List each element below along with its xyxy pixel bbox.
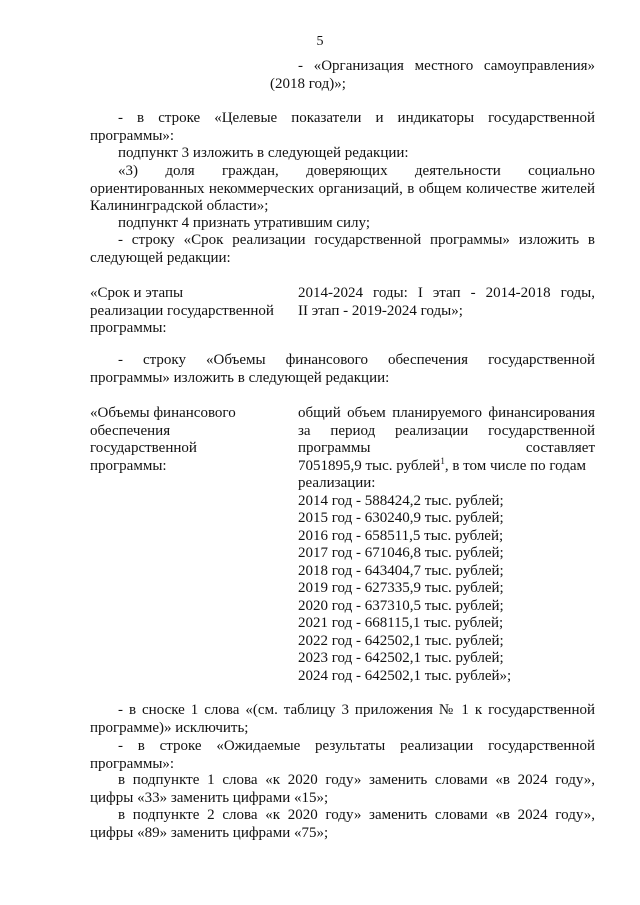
funding-table-right-cell [298,405,595,685]
funding-label-line: программы: [90,457,167,474]
footnote-marker: 1 [440,455,445,466]
funding-label-line: «Объемы финансового [90,405,236,421]
funding-year-line: 2023 год - 642502,1 тыс. рублей; [298,650,504,666]
funding-year-line: 2015 год - 630240,9 тыс. рублей; [298,510,504,526]
funding-total-amount: 7051895,9 тыс. рублей [298,457,441,474]
term-table-left-cell [90,285,285,338]
funding-year-line: 2018 год - 643404,7 тыс. рублей; [298,562,504,579]
funding-total-suffix: , в том числе по годам [444,457,587,474]
term-value-line: 2014-2024 годы: I этап - 2014-2018 годы, [298,285,595,301]
funding-year-line: 2019 год - 627335,9 тыс. рублей; [298,580,504,596]
paragraph-target-indicators: - в строке «Целевые показатели и индикаторы государственной программы»: [90,110,595,144]
funding-label-line: государственной [90,440,197,456]
funding-year-line: 2020 год - 637310,5 тыс. рублей; [298,597,504,614]
paragraph-expected-results: - в строке «Ожидаемые результаты реализации государственной программы»: [90,738,595,772]
funding-total-end: реализации: [298,475,376,491]
paragraph-subitem1-change: в подпункте 1 слова «к 2020 году» заменить словами «в 2024 году», цифры «33» заменить цифрами «15»; [90,772,595,806]
paragraph-term-row: - строку «Срок реализации государственной программы» изложить в следующей редакции: [90,232,595,266]
paragraph-subitem3-heading: подпункт 3 изложить в следующей редакции: [118,145,409,161]
funding-intro-line: общий объем планируемого финансирования [298,405,595,421]
paragraph-subitem2-change: в подпункте 2 слова «к 2020 году» заменить словами «в 2024 году», цифры «89» заменить цифрами «75»; [90,807,595,841]
term-label-line: программы: [90,320,167,336]
funding-year-line: 2021 год - 668115,1 тыс. рублей; [298,615,504,631]
term-value-line: II этап - 2019-2024 годы»; [298,302,463,319]
term-table-right-cell [298,285,595,320]
funding-year-line: 2024 год - 642502,1 тыс. рублей»; [298,667,512,684]
paragraph-funding-row: - строку «Объемы финансового обеспечения государственной программы» изложить в следующей редакции: [90,352,595,386]
paragraph-subitem4: подпункт 4 признать утратившим силу; [118,215,370,231]
funding-total-line [298,455,595,476]
funding-intro-line: программы составляет [298,440,595,456]
funding-year-line: 2014 год - 588424,2 тыс. рублей; [298,492,504,509]
paragraph-subitem3-text: «3) доля граждан, доверяющих деятельности социально ориентированных некоммерческих организаций, в общем количестве жителей Калининградской области»; [90,163,595,214]
top-list-item: - «Организация местного самоуправления» (2018 год)»; [270,58,595,92]
funding-table-left-cell [90,405,285,475]
funding-year-line: 2017 год - 671046,8 тыс. рублей; [298,545,504,561]
term-label-line: реализации государственной [90,302,274,319]
funding-year-line: 2022 год - 642502,1 тыс. рублей; [298,632,504,649]
funding-years-list [298,493,595,686]
page-number: 5 [316,34,324,49]
paragraph-footnote: - в сноске 1 слова «(см. таблицу 3 приложения № 1 к государственной программе)» исключить; [90,702,595,736]
funding-intro-line: за период реализации государственной [298,422,595,439]
funding-year-line: 2016 год - 658511,5 тыс. рублей; [298,527,504,544]
funding-label-line: обеспечения [90,422,171,439]
term-label-line: «Срок и этапы [90,285,184,301]
